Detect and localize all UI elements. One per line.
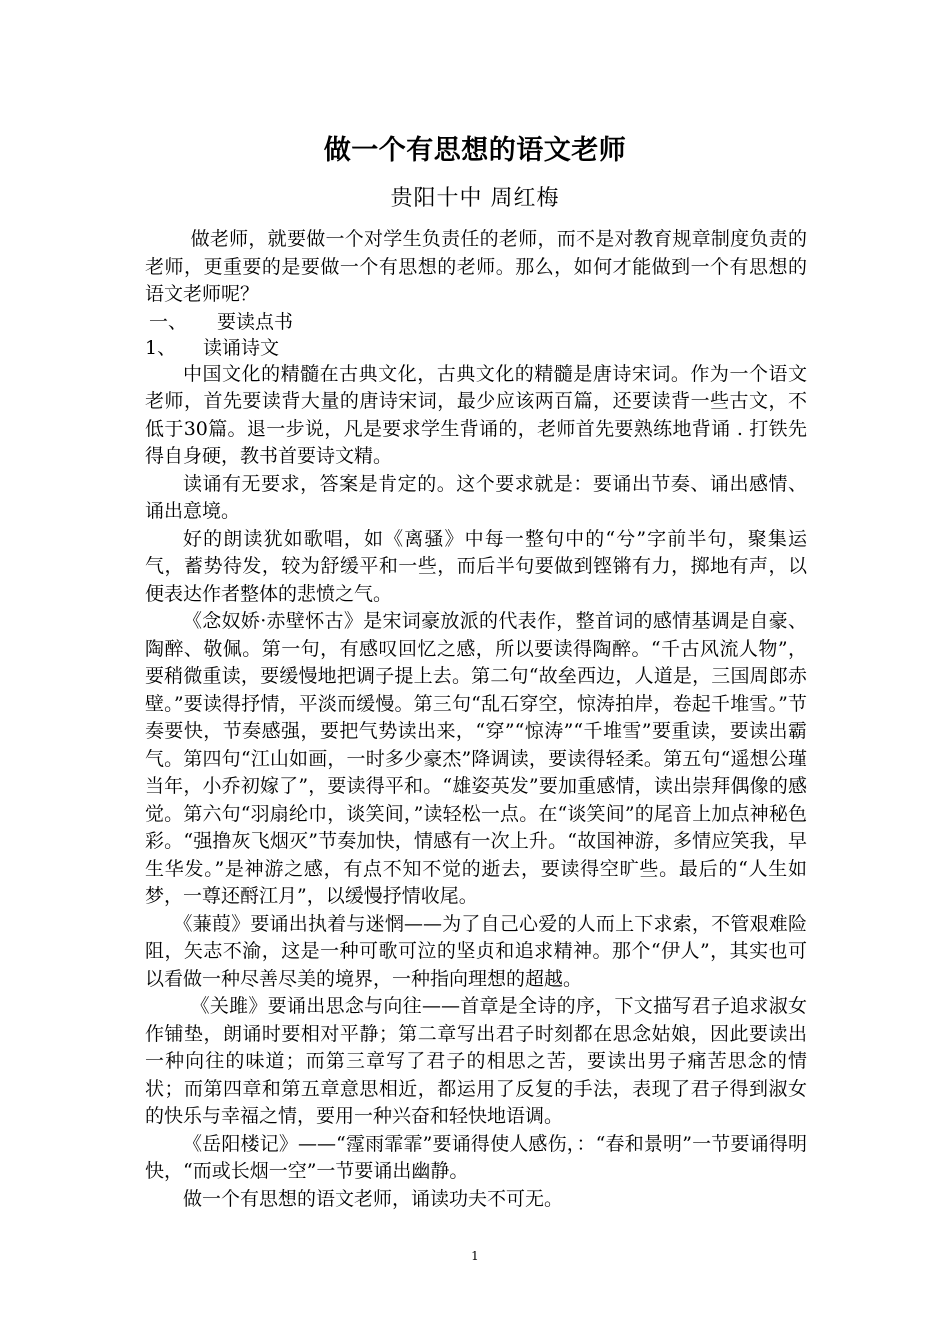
- section-number: 一、: [149, 310, 188, 333]
- body-paragraph: 好的朗读犹如歌唱，如《离骚》中每一整句中的“兮”字前半句，聚集运气，蓄势待发，较为舒缓平和一些，而后半句要做到铿锵有力，掷地有声，以便表达作者整体的悲愤之气。: [145, 527, 807, 605]
- subsection-title: 读诵诗文: [203, 336, 280, 359]
- document-body: [145, 226, 807, 1213]
- body-paragraph: 《关雎》要诵出思念与向往——首章是全诗的序，下文描写君子追求淑女作铺垫，朗诵时要相对平静；第二章写出君子时刻都在思念姑娘，因此要读出一种向往的味道；而第三章写了君子的相思之苦，要读出男子痛苦思念的情状；而第四章和第五章意思相近，都运用了反复的手法，表现了君子得到淑女的快乐与幸福之情，要用一种兴奋和轻快地语调。: [145, 995, 807, 1127]
- document-title: 做一个有思想的语文老师: [323, 135, 627, 166]
- document-author: 贵阳十中 周红梅: [390, 186, 560, 211]
- body-paragraph: 《蒹葭》要诵出执着与迷惘——为了自己心爱的人而上下求索，不管艰难险阻，矢志不渝，这是一种可歌可泣的坚贞和追求精神。那个“伊人”，其实也可以看做一种尽善尽美的境界，一种指向理想的超越。: [145, 912, 807, 990]
- body-paragraph: 做一个有思想的语文老师，诵读功夫不可无。: [183, 1187, 564, 1210]
- body-paragraph: 读诵有无要求，答案是肯定的。这个要求就是：要诵出节奏、诵出感情、诵出意境。: [145, 472, 807, 522]
- intro-paragraph: 做老师，就要做一个对学生负责任的老师，而不是对教育规章制度负责的老师，更重要的是要做一个有思想的老师。那么，如何才能做到一个有思想的语文老师呢？: [145, 228, 807, 305]
- subsection-heading: [145, 335, 807, 361]
- section-heading: [145, 309, 807, 335]
- subsection-number: 1、: [145, 336, 177, 359]
- page-number: 1: [471, 1249, 479, 1263]
- body-paragraph: 中国文化的精髓在古典文化，古典文化的精髓是唐诗宋词。作为一个语文老师，首先要读背大量的唐诗宋词，最少应该两百篇，还要读背一些古文，不低于30篇。退一步说，凡是要求学生背诵的，老师首先要熟练地背诵 . 打铁先得自身硬，教书首要诗文精。: [145, 362, 807, 467]
- body-paragraph: 《岳阳楼记》——“霪雨霏霏”要诵得使人感伤，：“春和景明”一节要诵得明快，“而或长烟一空”一节要诵出幽静。: [145, 1132, 807, 1182]
- body-paragraph: 《念奴娇·赤壁怀古》是宋词豪放派的代表作，整首词的感情基调是自豪、陶醉、敬佩。第一句，有感叹回忆之感，所以要读得陶醉。“千古风流人物”，要稍微重读，要缓慢地把调子提上去。第二句“故垒西边，人道是，三国周郎赤壁。”要读得抒情，平淡而缓慢。第三句“乱石穿空，惊涛拍岸，卷起千堆雪。”节奏要快，节奏感强，要把气势读出来，“穿”“惊涛”“千堆雪”要重读，要读出霸气。第四句“江山如画，一时多少豪杰”降调读，要读得轻柔。第五句“遥想公瑾当年，小乔初嫁了”，要读得平和。“雄姿英发”要加重感情，读出崇拜偶像的感觉。第六句“羽扇纶巾，谈笑间，”读轻松一点。在“谈笑间”的尾音上加点神秘色彩。“强撸灰飞烟灭”节奏加快，情感有一次上升。“故国神游，多情应笑我，早生华发。”是神游之感，有点不知不觉的逝去，要读得空旷些。最后的“人生如梦，一尊还酹江月”，以缓慢抒情收尾。: [145, 610, 807, 907]
- section-title: 要读点书: [217, 310, 294, 333]
